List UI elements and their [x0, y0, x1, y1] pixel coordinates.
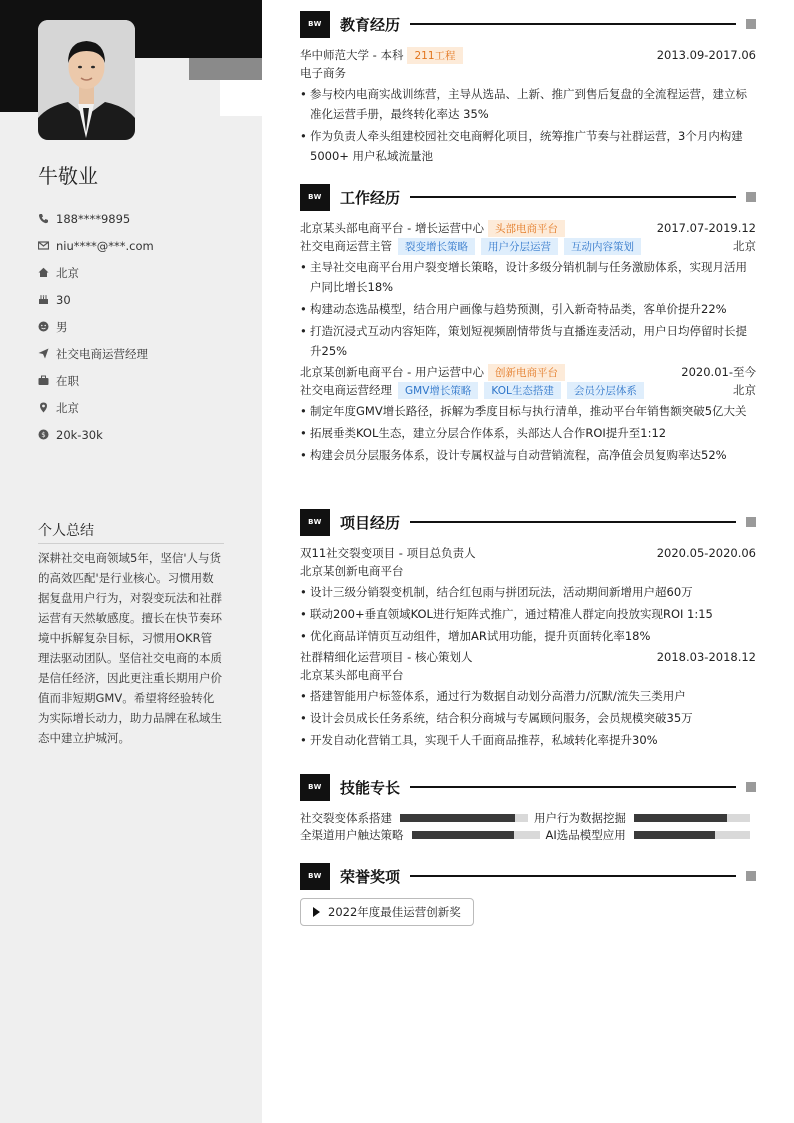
section-title: 项目经历 [340, 513, 401, 532]
section-header [300, 773, 756, 801]
decor-white-block [220, 80, 262, 116]
project-bullets [300, 686, 756, 750]
company-name: 北京某创新电商平台 - 用户运营中心 [300, 365, 484, 379]
honor-badge [300, 898, 474, 926]
info-target-city: 北京 [38, 394, 154, 421]
list-item: • 主导社交电商平台用户裂变增长策略，设计多级分销机制与任务激励体系，实现月活用户同比增长18% [300, 257, 756, 297]
location-icon [38, 402, 56, 413]
honors-section [300, 862, 756, 926]
section-title: 荣誉奖项 [340, 867, 401, 886]
skill-bar-fill [634, 831, 715, 839]
job-city: 北京 [733, 239, 756, 253]
job-entry [300, 219, 756, 361]
skill-tag: 互动内容策划 [564, 238, 641, 255]
skills-section [300, 773, 756, 843]
list-item: • 设计三级分销裂变机制，结合红包雨与拼团玩法，活动期间新增用户超60万 [300, 582, 756, 602]
info-target-position: 社交电商运营经理 [38, 340, 154, 367]
education-bullets [300, 84, 756, 166]
school-tag: 211工程 [407, 47, 462, 64]
list-item: • 搭建智能用户标签体系，通过行为数据自动划分高潜力/沉默/流失三类用户 [300, 686, 756, 706]
list-item: • 联动200+垂直领域KOL进行矩阵式推广，通过精准人群定向投放实现ROI 1:15 [300, 604, 756, 624]
project-org: 北京某头部电商平台 [300, 668, 404, 682]
section-square [746, 871, 756, 881]
decor-grey-block [189, 58, 262, 80]
section-square [746, 517, 756, 527]
company-tag: 创新电商平台 [488, 364, 565, 381]
info-job-status: 在职 [38, 367, 154, 394]
job-role: 社交电商运营主管 [300, 239, 392, 253]
section-square [746, 782, 756, 792]
skill-tag: 裂变增长策略 [398, 238, 475, 255]
job-bullets [300, 401, 756, 465]
skill-bar [634, 814, 750, 822]
section-logo: BW [300, 184, 330, 211]
job-date: 2017.07-2019.12 [656, 221, 756, 235]
skill-tag: KOL生态搭建 [484, 382, 560, 399]
school-name: 华中师范大学 - 本科 [300, 48, 404, 62]
home-icon [38, 267, 56, 278]
info-age: 30 [38, 286, 154, 313]
project-date: 2018.03-2018.12 [656, 650, 756, 664]
section-square [746, 19, 756, 29]
education-date: 2013.09-2017.06 [656, 48, 756, 62]
job-bullets [300, 257, 756, 361]
section-title: 教育经历 [340, 15, 401, 34]
company-tag: 头部电商平台 [488, 220, 565, 237]
project-name: 社群精细化运营项目 - 核心策划人 [300, 650, 473, 664]
section-header [300, 10, 756, 38]
project-entry [300, 648, 756, 750]
job-role: 社交电商运营经理 [300, 383, 392, 397]
avatar [38, 20, 135, 140]
cake-icon [38, 294, 56, 305]
section-header [300, 183, 756, 211]
list-item: • 设计会员成长任务系统，结合积分商城与专属顾问服务，会员规模突破35万 [300, 708, 756, 728]
major: 电子商务 [300, 66, 346, 80]
list-item: • 优化商品详情页互动组件，增加AR试用功能，提升页面转化率18% [300, 626, 756, 646]
skill-name: 社交裂变体系搭建 [300, 810, 392, 825]
info-home-city: 北京 [38, 259, 154, 286]
list-item: • 拓展垂类KOL生态，建立分层合作体系，头部达人合作ROI提升至1:12 [300, 423, 756, 443]
section-divider [410, 521, 736, 523]
decor-black-band-lower [0, 58, 38, 112]
job-city: 北京 [733, 383, 756, 397]
project-bullets [300, 582, 756, 646]
list-item: • 构建动态选品模型，结合用户画像与趋势预测，引入新奇特品类，客单价提升22% [300, 299, 756, 319]
company-name: 北京某头部电商平台 - 增长运营中心 [300, 221, 484, 235]
list-item: • 制定年度GMV增长路径，拆解为季度目标与执行清单，推动平台年销售额突破5亿大关 [300, 401, 756, 421]
contact-info-list [38, 205, 154, 448]
list-item: • 打造沉浸式互动内容矩阵，策划短视频剧情带货与直播连麦活动，用户日均停留时长提升25% [300, 321, 756, 361]
section-square [746, 192, 756, 202]
info-email: niu****@***.com [38, 232, 154, 259]
section-logo: BW [300, 863, 330, 890]
section-logo: BW [300, 774, 330, 801]
project-entry [300, 544, 756, 646]
briefcase-icon [38, 375, 56, 386]
info-gender: 男 [38, 313, 154, 340]
list-item: • 构建会员分层服务体系，设计专属权益与自动营销流程，高净值会员复购率达52% [300, 445, 756, 465]
section-header [300, 508, 756, 536]
education-row [300, 46, 756, 64]
list-item: • 作为负责人牵头组建校园社交电商孵化项目，统筹推广节奏与社群运营，3个月内构建 5000+ 用户私域流量池 [300, 126, 756, 166]
mail-icon [38, 240, 56, 251]
section-title: 工作经历 [340, 188, 401, 207]
job-entry [300, 363, 756, 465]
skill-name: 用户行为数据挖掘 [534, 810, 626, 825]
money-icon [38, 429, 56, 440]
skill-bar-fill [634, 814, 727, 822]
skill-bar [634, 831, 750, 839]
project-date: 2020.05-2020.06 [656, 546, 756, 560]
info-salary: $ 20k-30k [38, 421, 154, 448]
info-phone: 188****9895 [38, 205, 154, 232]
face-icon [38, 321, 56, 332]
work-section [300, 183, 756, 467]
skill-row [300, 826, 756, 843]
summary-title: 个人总结 [38, 520, 224, 544]
honor-label: 2022年度最佳运营创新奖 [328, 905, 461, 919]
education-section [300, 10, 756, 168]
skill-name: AI选品模型应用 [545, 827, 626, 842]
section-divider [410, 23, 736, 25]
section-logo: BW [300, 11, 330, 38]
send-icon [38, 348, 56, 359]
skill-bar [412, 831, 540, 839]
list-item: • 参与校内电商实战训练营，主导从选品、上新、推广到售后复盘的全流程运营，建立标准化运营手册，最终转化率达 35% [300, 84, 756, 124]
skill-tag: 用户分层运营 [481, 238, 558, 255]
skill-bar-fill [400, 814, 515, 822]
skill-row [300, 809, 756, 826]
section-divider [410, 196, 736, 198]
candidate-name: 牛敬业 [38, 164, 98, 188]
projects-section [300, 508, 756, 752]
skill-bar-fill [412, 831, 514, 839]
phone-icon [38, 213, 56, 224]
project-org: 北京某创新电商平台 [300, 564, 404, 578]
project-name: 双11社交裂变项目 - 项目总负责人 [300, 546, 476, 560]
svg-text:$: $ [41, 431, 46, 439]
play-triangle-icon [313, 907, 320, 917]
section-divider [410, 875, 736, 877]
section-divider [410, 786, 736, 788]
job-date: 2020.01-至今 [681, 365, 756, 379]
skill-tag: 会员分层体系 [567, 382, 644, 399]
summary-text: 深耕社交电商领域5年，坚信'人与货的高效匹配'是行业核心。习惯用数据复盘用户行为，对裂变玩法和社群运营有天然敏感度。擅长在快节奏环境中拆解复杂目标，习惯用OKR管理法驱动团队。坚信社交电商的本质是信任经济，因此更注重长期用户价值而非短期GMV。希望将经验转化为实际增长动力，助力品牌在私域生态中建立护城河。 [38, 551, 222, 745]
section-title: 技能专长 [340, 778, 401, 797]
skill-bar [400, 814, 528, 822]
skill-name: 全渠道用户触达策略 [300, 827, 404, 842]
section-header [300, 862, 756, 890]
section-logo: BW [300, 509, 330, 536]
sidebar [0, 0, 262, 1123]
list-item: • 开发自动化营销工具，实现千人千面商品推荐，私域转化率提升30% [300, 730, 756, 750]
skill-tag: GMV增长策略 [398, 382, 478, 399]
